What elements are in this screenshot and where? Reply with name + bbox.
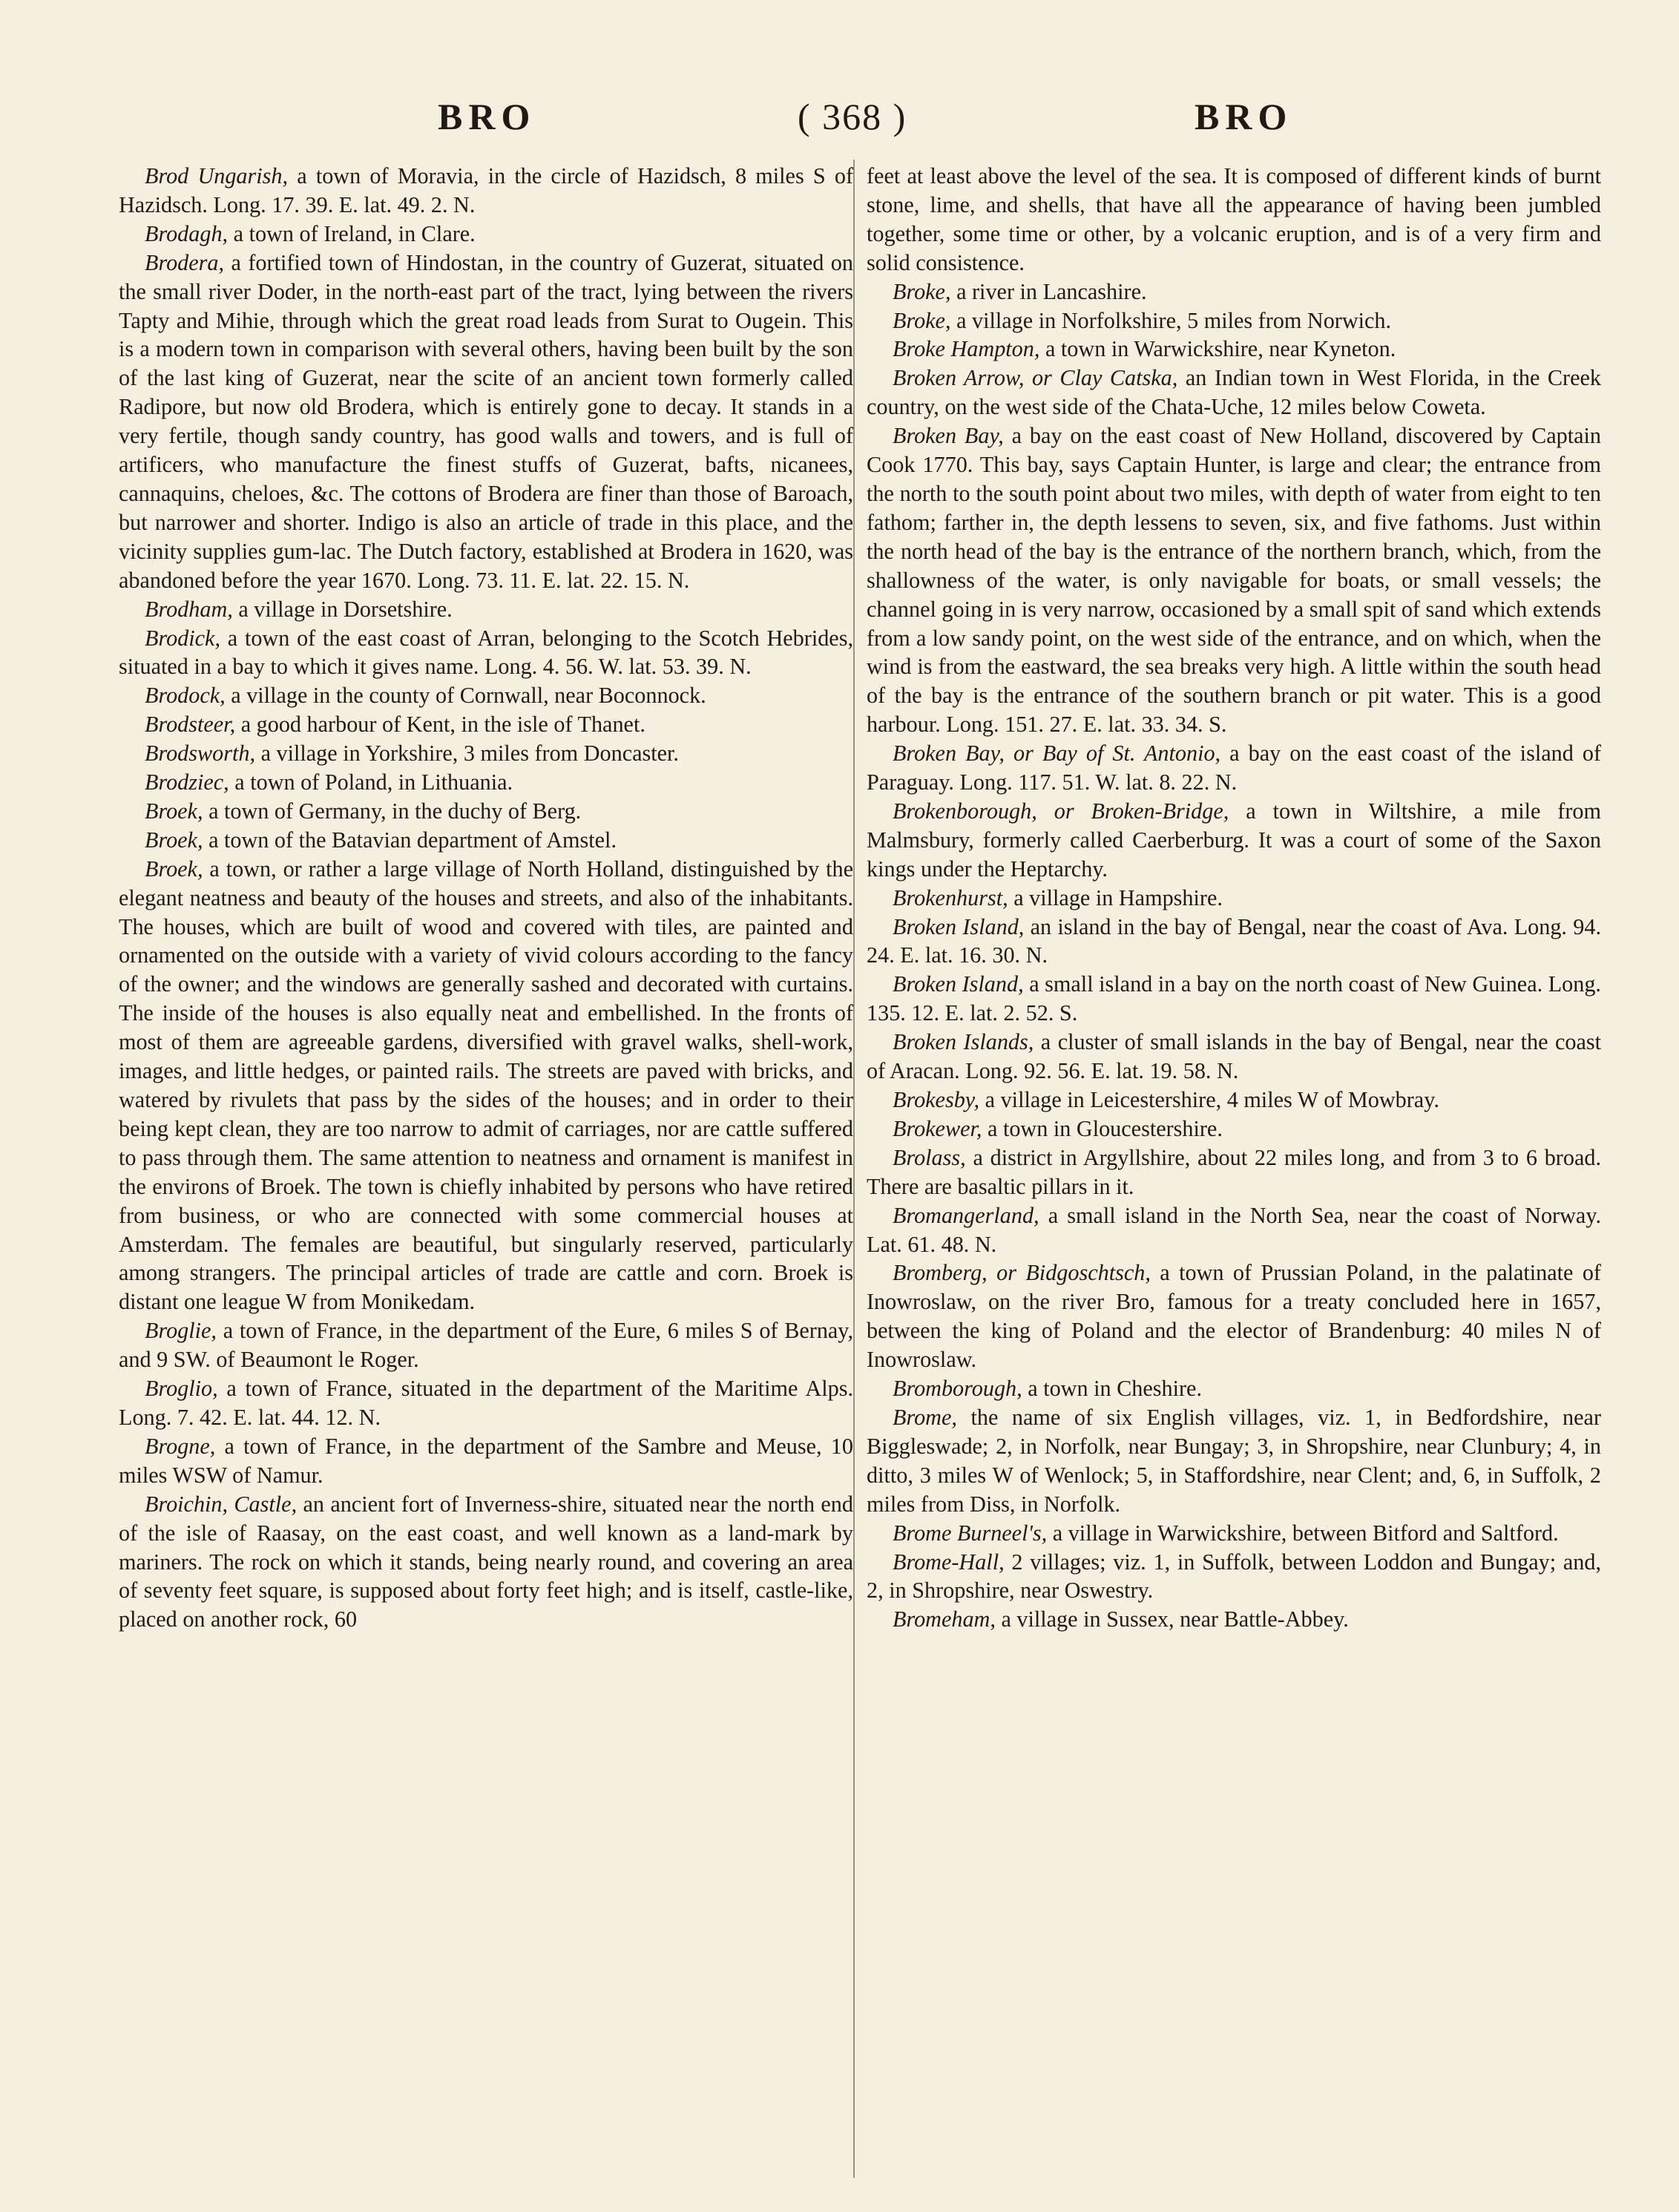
gazetteer-entry <box>119 826 853 855</box>
gazetteer-entry <box>867 1403 1601 1519</box>
entry-headword: Brome-Hall, <box>893 1549 1005 1575</box>
column-divider <box>853 160 855 2178</box>
gazetteer-entry <box>119 220 853 249</box>
entry-headword: Brokewer, <box>893 1115 982 1141</box>
gazetteer-entry <box>867 1519 1601 1548</box>
gazetteer-entry <box>867 970 1601 1028</box>
gazetteer-entry <box>867 1374 1601 1403</box>
gazetteer-entry <box>119 1374 853 1432</box>
entry-text: a town, or rather a large village of North Holland, distinguished by the elegant neatness and beauty of the houses and streets, and also of the inhabitants. The houses, which are built of wood and covered with tiles, are painted and ornamented on the outside with a variety of vivid colours according to the fancy of the owner; and the windows are generally sashed and decorated with curtains. The inside of the houses is also equally neat and embellished. In the fronts of most of them are agreeable gardens, diversified with gravel walks, shell-work, images, and little hedges, or painted rails. The streets are paved with bricks, and watered by rivulets that pass by the sides of the houses; and in order to their being kept clean, they are too narrow to admit of carriages, nor are cattle suffered to pass through them. The same attention to neatness and ornament is manifest in the environs of Broek. The town is chiefly inhabited by persons who have retired from business, or who are connected with some commercial houses at Amsterdam. The females are beautiful, but singularly reserved, particularly among strangers. The principal articles of trade are cattle and corn. Broek is distant one league W from Monikedam. <box>119 856 853 1315</box>
entry-headword: Brogne, <box>145 1433 216 1459</box>
gazetteer-entry <box>867 364 1601 421</box>
gazetteer-entry <box>119 768 853 797</box>
entry-headword: Brodock, <box>145 683 226 709</box>
page-number: ( 368 ) <box>798 96 907 137</box>
left-column <box>119 162 853 2180</box>
entry-headword: Brokenhurst, <box>893 885 1008 910</box>
entry-text: a cluster of small islands in the bay of Bengal, near the coast of Aracan. Long. 92. 56. E. lat. 19. 58. N. <box>867 1029 1601 1084</box>
entry-headword: Broke, <box>893 307 951 333</box>
entry-text: a town of the Batavian department of Amstel. <box>203 827 617 853</box>
entry-headword: Brodham, <box>145 596 233 622</box>
entry-headword: Broglio, <box>145 1376 218 1402</box>
gazetteer-entry <box>867 1605 1601 1634</box>
entry-headword: Broken Islands, <box>893 1029 1034 1055</box>
entry-text: an ancient fort of Inverness-shire, situated near the north end of the isle of Raasay, on the east coast, and well known as a land-mark by mariners. The rock on which it stands, being nearly round, and covering an area of seventy feet square, is supposed about forty feet high; and is itself, castle-like, placed on another rock, 60 <box>119 1491 853 1632</box>
gazetteer-entry <box>867 1201 1601 1259</box>
entry-headword: Brodsteer, <box>145 712 236 738</box>
entry-text: the name of six English villages, viz. 1, in Bedfordshire, near Biggleswade; 2, in Norfolk, near Bungay; 3, in Shropshire, near Clunbury; 4, in ditto, 3 miles W of Wenlock; 5, in Staffordshire, near Clent; and, 6, in Suffolk, 2 miles from Diss, in Norfolk. <box>867 1404 1601 1517</box>
gazetteer-entry <box>867 1086 1601 1115</box>
entry-headword: Broichin, Castle, <box>145 1491 298 1517</box>
entry-text: a town of Poland, in Lithuania. <box>229 769 513 795</box>
entry-text: a village in Yorkshire, 3 miles from Doncaster. <box>255 741 679 767</box>
gazetteer-entry <box>867 884 1601 913</box>
entry-text: a bay on the east coast of New Holland, discovered by Captain Cook 1770. This bay, says Captain Hunter, is large and clear; the entrance from the north to the south point about two miles, with depth of water from eight to ten fathom; farther in, the depth lessens to seven, six, and five fathoms. Just within the north head of the bay is the entrance of the northern branch, which, from the shallowness of the water, is only navigable for boats, or small vessels; the channel going in is very narrow, occasioned by a small spit of sand which extends from a low sandy point, on the west side of the entrance, and on which, when the wind is from the eastward, the sea breaks very high. A little within the south head of the bay is the entrance of the southern branch or pit water. This is a good harbour. Long. 151. 27. E. lat. 33. 34. S. <box>867 423 1601 738</box>
entry-headword: Broken Bay, or Bay of St. Antonio, <box>893 741 1221 767</box>
entry-text: a town of France, in the department of the Sambre and Meuse, 10 miles WSW of Namur. <box>119 1433 853 1488</box>
entry-text: a town of France, situated in the department of the Maritime Alps. Long. 7. 42. E. lat. 44. 12. N. <box>119 1376 853 1430</box>
header-left-guide-word: BRO <box>438 96 536 137</box>
entry-text: an island in the bay of Bengal, near the coast of Ava. Long. 94. 24. E. lat. 16. 30. N. <box>867 913 1601 968</box>
entry-text: a small island in the North Sea, near the coast of Norway. Lat. 61. 48. N. <box>867 1202 1601 1257</box>
gazetteer-entry <box>867 1258 1601 1374</box>
entry-text: a town of France, in the department of the Eure, 6 miles S of Bernay, and 9 SW. of Beaumont le Roger. <box>119 1318 853 1373</box>
entry-text: a village in Sussex, near Battle-Abbey. <box>995 1607 1349 1632</box>
entry-text: a town in Warwickshire, near Kyneton. <box>1039 336 1396 362</box>
gazetteer-entry <box>119 797 853 826</box>
gazetteer-entry <box>119 249 853 595</box>
right-column <box>867 162 1601 2180</box>
gazetteer-entry <box>867 1028 1601 1086</box>
entry-text: a village in Norfolkshire, 5 miles from Norwich. <box>950 307 1392 333</box>
entry-text: a village in the county of Cornwall, near Boconnock. <box>225 683 706 709</box>
entry-headword: Brodagh, <box>145 220 229 246</box>
gazetteer-entry <box>119 1490 853 1635</box>
entry-headword: Broek, <box>145 827 203 853</box>
entry-text: an Indian town in West Florida, in the Creek country, on the west side of the Chata-Uche, 12 miles below Coweta. <box>867 365 1601 420</box>
entry-headword: Broek, <box>145 856 203 882</box>
gazetteer-entry <box>119 855 853 1317</box>
entry-text: a town of Ireland, in Clare. <box>228 220 476 246</box>
entry-text: a river in Lancashire. <box>950 278 1147 304</box>
entry-text: a town of Prussian Poland, in the palatinate of Inowroslaw, on the river Bro, famous for a treaty concluded here in 1657, between the king of Poland and the elector of Brandenburg: 40 miles N of Inowroslaw. <box>867 1260 1601 1373</box>
gazetteer-entry <box>867 739 1601 797</box>
gazetteer-entry <box>119 739 853 768</box>
entry-text: a town in Gloucestershire. <box>982 1115 1223 1141</box>
entry-headword: Bromangerland, <box>893 1202 1039 1228</box>
gazetteer-entry <box>867 1143 1601 1201</box>
entry-headword: Broke Hampton, <box>893 336 1040 362</box>
entry-headword: Broken Arrow, or Clay Catska, <box>893 365 1178 391</box>
gazetteer-entry <box>119 1316 853 1374</box>
entry-text: a town of Moravia, in the circle of Hazidsch, 8 miles S of Hazidsch. Long. 17. 39. E. lat. 49. 2. N. <box>119 163 853 217</box>
entry-headword: Broken Island, <box>893 913 1025 939</box>
gazetteer-entry <box>119 710 853 739</box>
entry-headword: Brokesby, <box>893 1087 980 1112</box>
entry-text: 2 villages; viz. 1, in Suffolk, between Loddon and Bungay; and, 2, in Shropshire, near Oswestry. <box>867 1549 1601 1604</box>
entry-text: a village in Warwickshire, between Bitford and Saltford. <box>1047 1520 1559 1546</box>
entry-text: a town of the east coast of Arran, belonging to the Scotch Hebrides, situated in a bay to which it gives name. Long. 4. 56. W. lat. 53. 39. N. <box>119 625 853 680</box>
entry-headword: Brokenborough, or Broken-Bridge, <box>893 798 1229 824</box>
running-header <box>0 95 1679 154</box>
entry-text: a good harbour of Kent, in the isle of Thanet. <box>235 712 645 738</box>
entry-text: a village in Leicestershire, 4 miles W of Mowbray. <box>979 1087 1439 1112</box>
gazetteer-entry <box>119 1432 853 1490</box>
gazetteer-entry <box>119 624 853 682</box>
entry-headword: Brod Ungarish, <box>145 163 289 188</box>
gazetteer-entry <box>867 913 1601 971</box>
entry-headword: Bromberg, or Bidgoschtsch, <box>893 1260 1151 1286</box>
header-right-guide-word: BRO <box>1195 96 1293 137</box>
entry-text: feet at least above the level of the sea. It is composed of different kinds of burnt stone, lime, and shells, that have all the appearance of having been jumbled together, some time or other, by a volcanic eruption, and is of a very firm and solid consistence. <box>867 163 1601 275</box>
entry-text: a village in Dorsetshire. <box>232 596 453 622</box>
entry-headword: Brolass, <box>893 1144 966 1170</box>
gazetteer-entry <box>867 1115 1601 1143</box>
entry-text: a town in Cheshire. <box>1022 1376 1202 1402</box>
entry-headword: Brodera, <box>145 249 225 275</box>
gazetteer-entry <box>119 595 853 624</box>
entry-headword: Broke, <box>893 278 951 304</box>
entry-text: a fortified town of Hindostan, in the country of Guzerat, situated on the small river Doder, in the north-east part of the tract, lying between the rivers Tapty and Mihie, through which the great road leads from Surat to Ougein. This is a modern town in comparison with several others, having been built by the son of the last king of Guzerat, near the scite of an ancient town formerly called Radipore, but now old Brodera, which is entirely gone to decay. It stands in a very fertile, though sandy country, has good walls and towers, and is full of artificers, who manufacture the finest stuffs of Guzerat, bafts, nicanees, cannaquins, cheloes, &c. The cottons of Brodera are finer than those of Baroach, but narrower and shorter. Indigo is also an article of trade in this place, and the vicinity supplies gum-lac. The Dutch factory, established at Brodera in 1620, was abandoned before the year 1670. Long. 73. 11. E. lat. 22. 15. N. <box>119 249 853 593</box>
gazetteer-entry <box>867 421 1601 739</box>
entry-headword: Broek, <box>145 798 203 824</box>
entry-headword: Bromborough, <box>893 1376 1022 1402</box>
gazetteer-entry <box>867 1548 1601 1606</box>
entry-headword: Brodsworth, <box>145 741 256 767</box>
entry-text: a small island in a bay on the north coast of New Guinea. Long. 135. 12. E. lat. 2. 52. S. <box>867 971 1601 1026</box>
gazetteer-entry <box>867 162 1601 278</box>
entry-text: a town in Wiltshire, a mile from Malmsbury, formerly called Caerberburg. It was a court of some of the Saxon kings under the Heptarchy. <box>867 798 1601 882</box>
entry-text: a village in Hampshire. <box>1008 885 1223 910</box>
gazetteer-entry <box>119 681 853 710</box>
entry-headword: Broken Bay, <box>893 423 1004 449</box>
entry-text: a town of Germany, in the duchy of Berg. <box>203 798 582 824</box>
entry-headword: Broglie, <box>145 1318 217 1344</box>
gazetteer-entry <box>867 306 1601 335</box>
entry-headword: Brodziec, <box>145 769 229 795</box>
gazetteer-entry <box>867 278 1601 306</box>
entry-headword: Brome, <box>893 1404 957 1430</box>
entry-headword: Brome Burneel's, <box>893 1520 1048 1546</box>
gazetteer-entry <box>867 797 1601 884</box>
entry-headword: Bromeham, <box>893 1607 996 1632</box>
gazetteer-entry <box>119 162 853 220</box>
entry-headword: Broken Island, <box>893 971 1024 997</box>
gazetteer-entry <box>867 335 1601 364</box>
entry-headword: Brodick, <box>145 625 220 651</box>
entry-text: a bay on the east coast of the island of Paraguay. Long. 117. 51. W. lat. 8. 22. N. <box>867 741 1601 795</box>
entry-text: a district in Argyllshire, about 22 miles long, and from 3 to 6 broad. There are basaltic pillars in it. <box>867 1144 1601 1199</box>
